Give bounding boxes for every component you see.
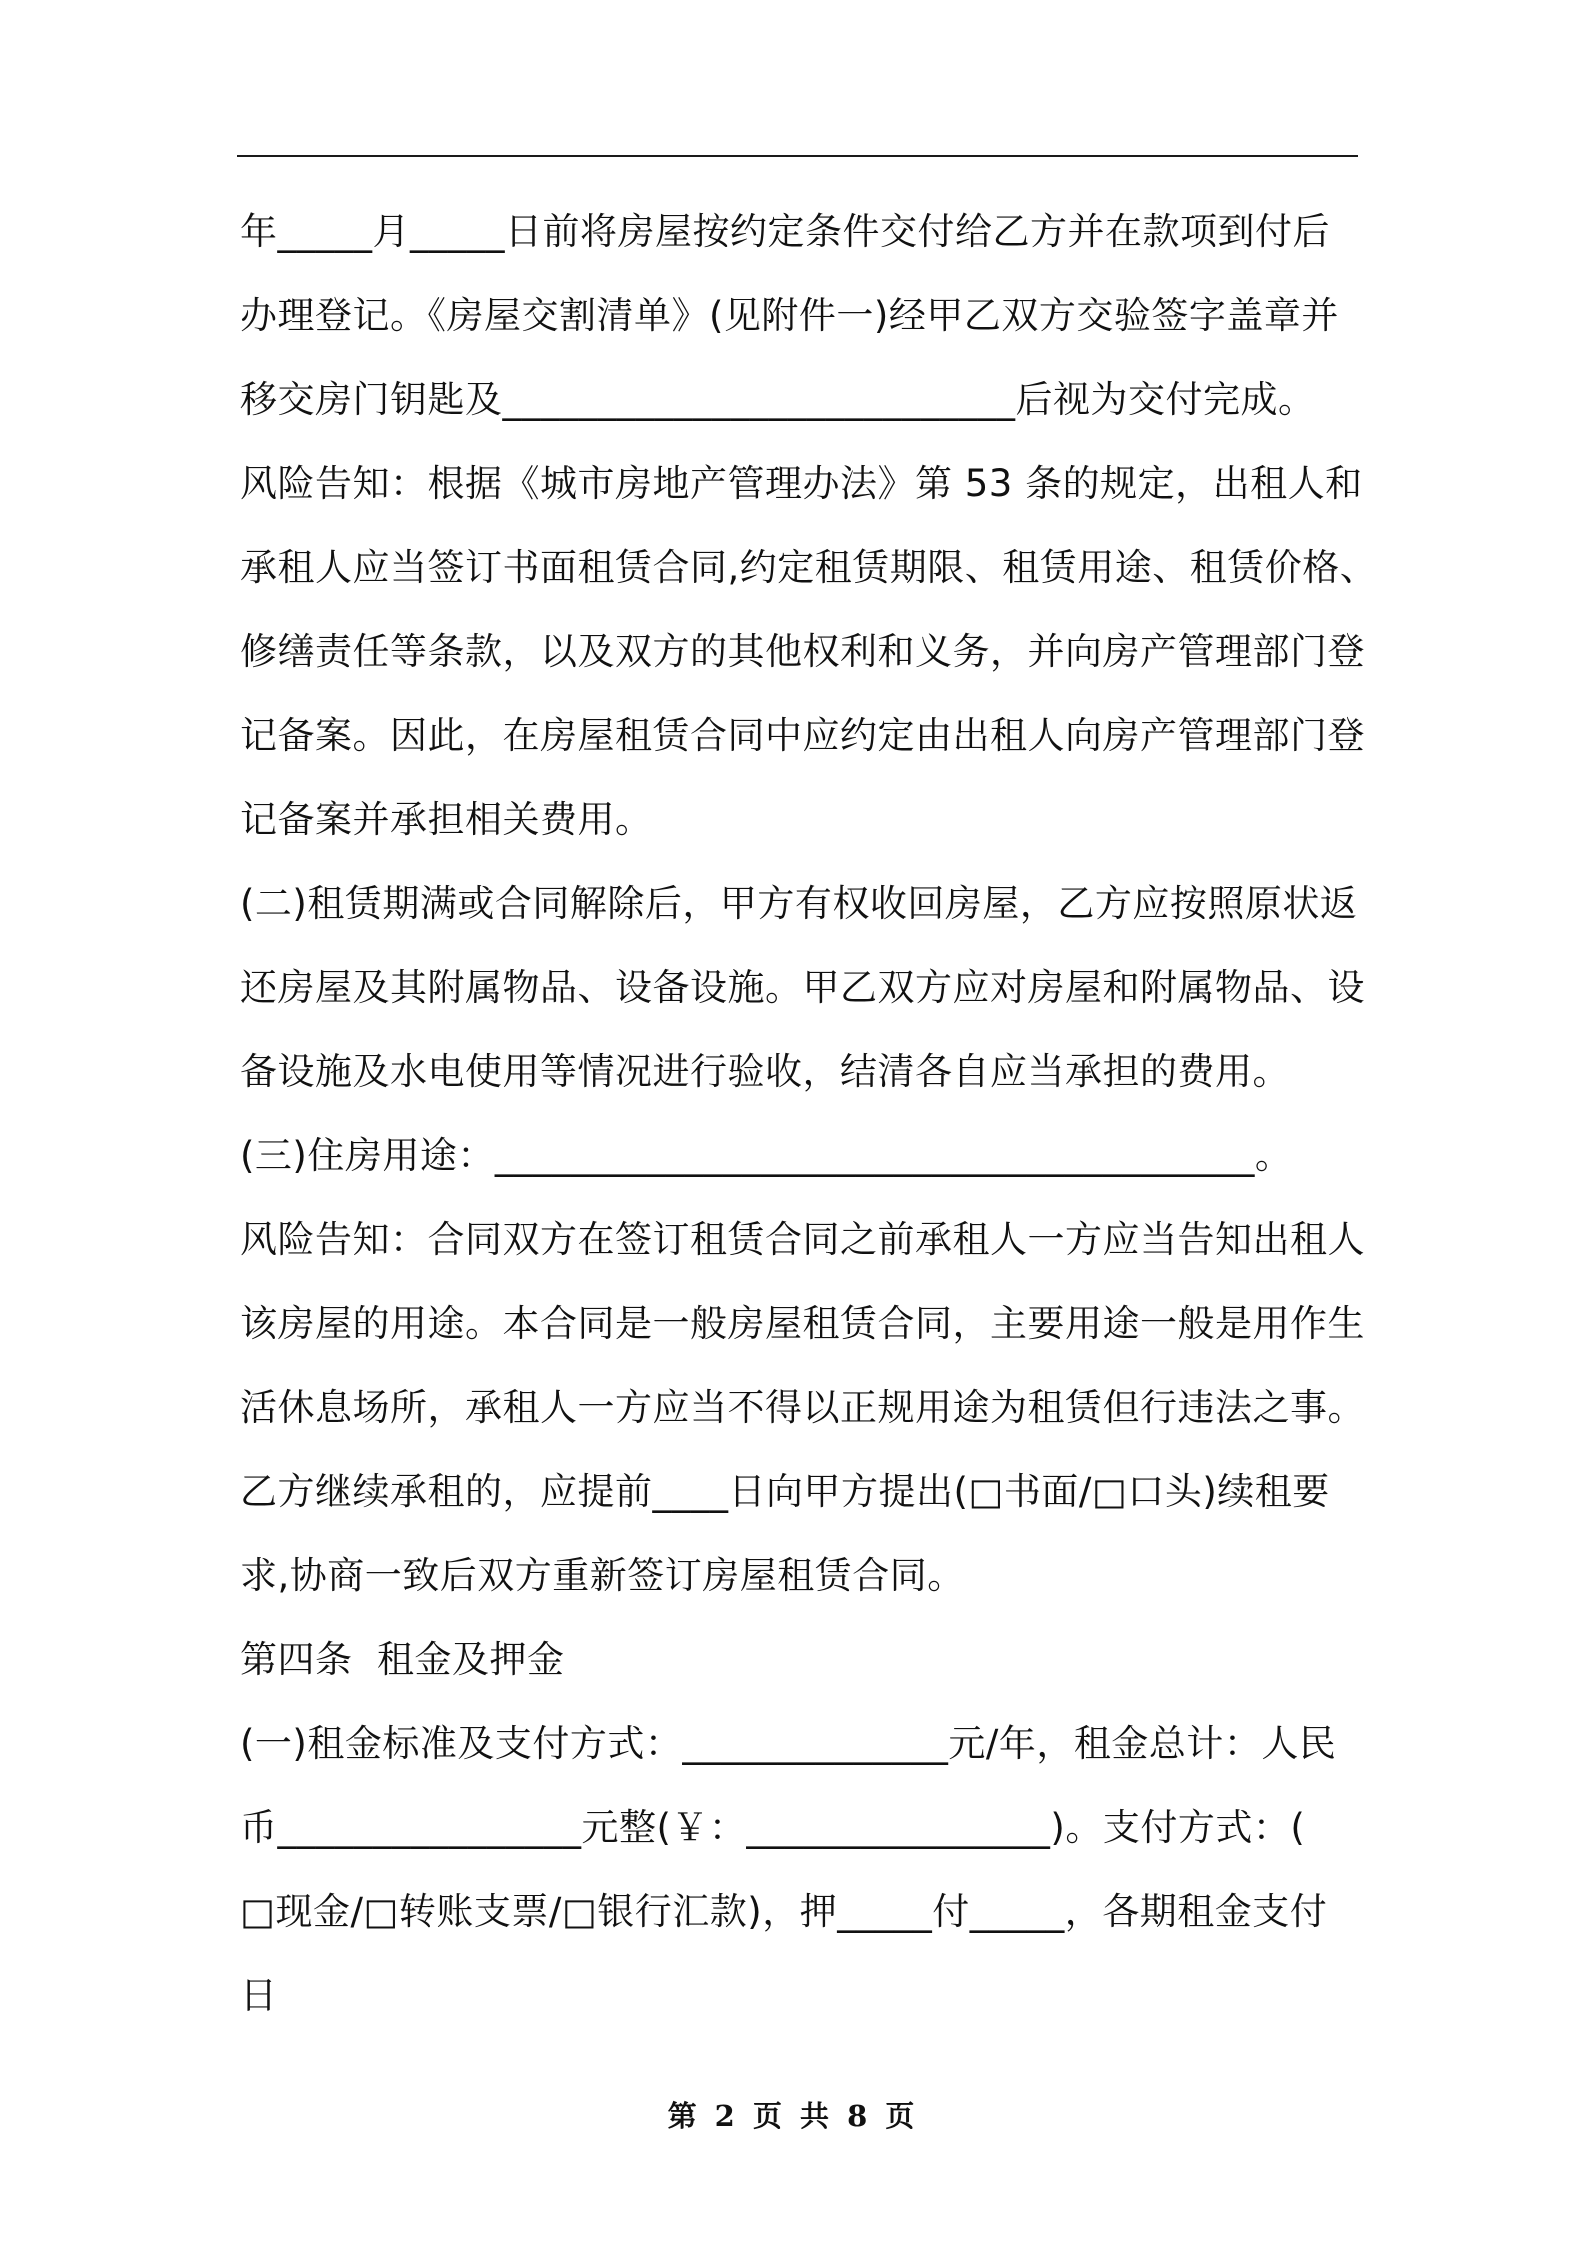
risk-notice-2-line-3: 活休息场所，承租人一方应当不得以正规用途为租赁但行违法之事。 <box>240 1386 1365 1429</box>
risk-notice-1-line-5: 记备案并承担相关费用。 <box>240 798 653 841</box>
document-body <box>240 190 1378 2038</box>
article-4-heading: 第四条 租金及押金 <box>240 1638 565 1681</box>
clause-2-line-1: (二)租赁期满或合同解除后，甲方有权收回房屋，乙方应按照原状返 <box>240 882 1358 925</box>
clause-3-housing-use: (三)住房用途：________________________________________。 <box>240 1134 1293 1177</box>
text-line-1: 年_____月_____日前将房屋按约定条件交付给乙方并在款项到付后 <box>240 210 1330 253</box>
renewal-line-1: 乙方继续承租的，应提前____日向甲方提出(□书面/□口头)续租要 <box>240 1470 1330 1513</box>
risk-notice-1-line-2: 承租人应当签订书面租赁合同,约定租赁期限、租赁用途、租赁价格、 <box>240 546 1378 589</box>
risk-notice-2-line-2: 该房屋的用途。本合同是一般房屋租赁合同，主要用途一般是用作生 <box>240 1302 1365 1345</box>
risk-notice-1-line-1: 风险告知：根据《城市房地产管理办法》第 53 条的规定，出租人和 <box>240 462 1363 505</box>
clause-2-line-2: 还房屋及其附属物品、设备设施。甲乙双方应对房屋和附属物品、设 <box>240 966 1365 1009</box>
renewal-line-2: 求,协商一致后双方重新签订房屋租赁合同。 <box>240 1554 965 1597</box>
rent-clause-line-2: 币________________元整(￥：________________)。支付方式：( <box>240 1806 1306 1849</box>
page-number-footer: 第 2 页 共 8 页 <box>667 2099 919 2133</box>
clause-2-line-3: 备设施及水电使用等情况进行验收，结清各自应当承担的费用。 <box>240 1050 1290 1093</box>
risk-notice-1-line-3: 修缮责任等条款，以及双方的其他权利和义务，并向房产管理部门登 <box>240 630 1365 673</box>
text-line-3: 移交房门钥匙及___________________________后视为交付完成。 <box>240 378 1316 421</box>
risk-notice-2-line-1: 风险告知：合同双方在签订租赁合同之前承租人一方应当告知出租人 <box>240 1218 1365 1261</box>
risk-notice-1-line-4: 记备案。因此，在房屋租赁合同中应约定由出租人向房产管理部门登 <box>240 714 1365 757</box>
header-rule <box>237 155 1358 157</box>
text-line-2: 办理登记。《房屋交割清单》(见附件一)经甲乙双方交验签字盖章并 <box>240 294 1339 337</box>
rent-clause-line-4: 日 <box>240 1974 278 2017</box>
rent-clause-line-3: □现金/□转账支票/□银行汇款)，押_____付_____，各期租金支付 <box>240 1890 1328 1933</box>
rent-clause-line-1: (一)租金标准及支付方式：______________元/年，租金总计：人民 <box>240 1722 1337 1765</box>
